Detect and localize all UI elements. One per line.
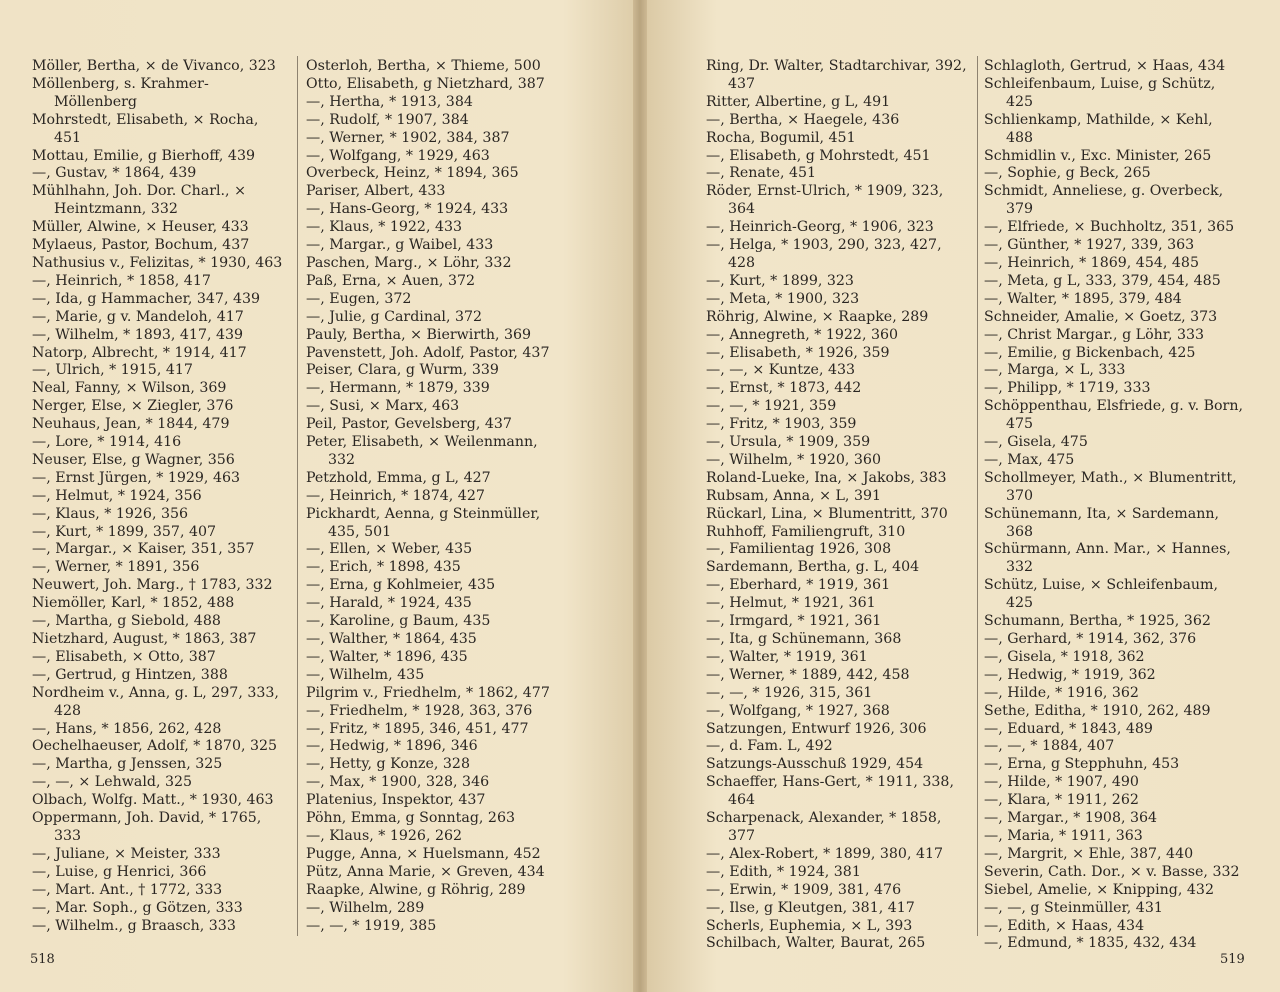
index-entry: Mühlhahn, Joh. Dor. Charl., × Heintzmann, 332 bbox=[32, 183, 246, 218]
index-entry: —, Friedhelm, * 1928, 363, 376 bbox=[306, 702, 533, 719]
index-entry: —, Emilie, g Bickenbach, 425 bbox=[984, 344, 1196, 361]
index-entry: Pöhn, Emma, g Sonntag, 263 bbox=[306, 810, 516, 827]
index-entry: —, Ulrich, * 1915, 417 bbox=[32, 362, 193, 379]
index-entry: Schleifenbaum, Luise, g Schütz, 425 bbox=[984, 75, 1216, 110]
index-entry: —, Irmgard, * 1921, 361 bbox=[706, 613, 882, 630]
index-entry: —, Walther, * 1864, 435 bbox=[306, 631, 477, 647]
index-entry: Siebel, Amelie, × Knipping, 432 bbox=[984, 881, 1214, 898]
index-entry: —, Günther, * 1927, 339, 363 bbox=[984, 237, 1195, 254]
index-entry: Raapke, Alwine, g Röhrig, 289 bbox=[306, 881, 526, 898]
index-entry: Pariser, Albert, 433 bbox=[306, 183, 446, 200]
index-entry: —, Margar., × Kaiser, 351, 357 bbox=[32, 541, 255, 558]
index-entry: —, Kurt, * 1899, 323 bbox=[706, 272, 854, 289]
index-entry: Schmidlin v., Exc. Minister, 265 bbox=[984, 147, 1212, 164]
index-entry: —, Juliane, × Meister, 333 bbox=[32, 845, 221, 862]
index-entry: Pugge, Anna, × Huelsmann, 452 bbox=[306, 845, 541, 862]
index-entry: —, Eduard, * 1843, 489 bbox=[984, 720, 1153, 737]
index-entry: —, Klara, * 1911, 262 bbox=[984, 792, 1139, 809]
index-entry: Oechelhaeuser, Adolf, * 1870, 325 bbox=[32, 738, 278, 755]
index-entry: —, Werner, * 1902, 384, 387 bbox=[306, 129, 510, 146]
index-entry: —, Luise, g Henrici, 366 bbox=[32, 863, 207, 880]
index-entry: Peil, Pastor, Gevelsberg, 437 bbox=[306, 416, 512, 433]
index-entry: Satzungen, Entwurf 1926, 306 bbox=[706, 720, 927, 737]
index-entry: —, Christ Margar., g Löhr, 333 bbox=[984, 326, 1205, 343]
index-entry: Natorp, Albrecht, * 1914, 417 bbox=[32, 344, 247, 361]
index-entry: —, Harald, * 1924, 435 bbox=[306, 595, 472, 612]
index-entry: Scharpenack, Alexander, * 1858, 377 bbox=[706, 810, 942, 844]
index-entry: —, Elisabeth, × Otto, 387 bbox=[32, 648, 216, 665]
index-entry: Neal, Fanny, × Wilson, 369 bbox=[32, 380, 227, 397]
index-entry: —, Walter, * 1895, 379, 484 bbox=[984, 290, 1182, 307]
index-entry: —, —, * 1921, 359 bbox=[706, 398, 837, 415]
index-entry: —, Edmund, * 1835, 432, 434 bbox=[984, 935, 1197, 952]
index-entry: —, —, * 1884, 407 bbox=[984, 738, 1115, 755]
index-entry: —, Max, 475 bbox=[984, 451, 1075, 468]
page-number-right: 519 bbox=[1220, 952, 1245, 967]
index-entry: Mottau, Emilie, g Bierhoff, 439 bbox=[32, 147, 256, 164]
index-entry: —, Wolfgang, * 1927, 368 bbox=[706, 702, 890, 719]
index-entry: —, Fritz, * 1895, 346, 451, 477 bbox=[306, 720, 529, 737]
index-entry: —, Lore, * 1914, 416 bbox=[32, 434, 182, 451]
index-entry: Oppermann, Joh. David, * 1765, 333 bbox=[32, 810, 262, 844]
index-entry: Olbach, Wolfg. Matt., * 1930, 463 bbox=[32, 792, 274, 809]
index-entry: —, Martha, g Siebold, 488 bbox=[32, 613, 221, 630]
index-entry: —, Elisabeth, * 1926, 359 bbox=[706, 344, 890, 361]
index-entry: —, Helga, * 1903, 290, 323, 427, 428 bbox=[706, 237, 942, 271]
index-entry: —, Renate, 451 bbox=[706, 165, 817, 182]
index-entry: Sethe, Editha, * 1910, 262, 489 bbox=[984, 702, 1211, 719]
index-entry: Schneider, Amalie, × Goetz, 373 bbox=[984, 308, 1218, 325]
index-entry: —, Gertrud, g Hintzen, 388 bbox=[32, 666, 228, 683]
index-entry: Schumann, Bertha, * 1925, 362 bbox=[984, 613, 1211, 630]
index-entry: —, Ilse, g Kleutgen, 381, 417 bbox=[706, 899, 915, 916]
page-number-left: 518 bbox=[30, 952, 55, 967]
index-entry: —, Meta, g L, 333, 379, 454, 485 bbox=[984, 272, 1221, 289]
index-column-right-2 bbox=[984, 58, 1244, 953]
index-entry: —, Ellen, × Weber, 435 bbox=[306, 541, 473, 558]
index-entry: —, Ida, g Hammacher, 347, 439 bbox=[32, 290, 261, 307]
index-entry: —, Werner, * 1889, 442, 458 bbox=[706, 666, 910, 683]
index-entry: Pütz, Anna Marie, × Greven, 434 bbox=[306, 863, 545, 880]
index-entry: —, Gisela, * 1918, 362 bbox=[984, 648, 1145, 665]
index-entry: Pavenstett, Joh. Adolf, Pastor, 437 bbox=[306, 344, 550, 361]
index-entry: —, Heinrich, * 1858, 417 bbox=[32, 272, 211, 289]
index-entry: —, d. Fam. L, 492 bbox=[706, 738, 833, 755]
index-entry: —, Mar. Soph., g Götzen, 333 bbox=[32, 899, 243, 916]
index-entry: Pickhardt, Aenna, g Steinmüller, 435, 501 bbox=[306, 505, 541, 540]
index-entry: —, Hedwig, * 1896, 346 bbox=[306, 738, 478, 755]
index-entry: Otto, Elisabeth, g Nietzhard, 387 bbox=[306, 75, 545, 92]
index-entry: —, Wilhelm, * 1893, 417, 439 bbox=[32, 326, 244, 343]
index-entry: —, Wilhelm, * 1920, 360 bbox=[706, 451, 881, 468]
index-entry: —, Edith, * 1924, 381 bbox=[706, 863, 861, 880]
index-entry: Scherls, Euphemia, × L, 393 bbox=[706, 917, 913, 934]
index-column-right-1 bbox=[706, 58, 968, 953]
index-entry: —, Julie, g Cardinal, 372 bbox=[306, 308, 483, 325]
index-entry: —, Ursula, * 1909, 359 bbox=[706, 434, 871, 451]
index-entry: —, Wilhelm., g Braasch, 333 bbox=[32, 917, 236, 934]
index-entry: —, Klaus, * 1922, 433 bbox=[306, 219, 463, 236]
index-entry: —, Mart. Ant., † 1772, 333 bbox=[32, 881, 223, 898]
index-entry: —, Hans-Georg, * 1924, 433 bbox=[306, 201, 509, 218]
index-entry: —, Hans, * 1856, 262, 428 bbox=[32, 720, 222, 737]
index-entry: —, Hertha, * 1913, 384 bbox=[306, 93, 473, 110]
index-entry: Schlienkamp, Mathilde, × Kehl, 488 bbox=[984, 111, 1213, 146]
index-entry: Peiser, Clara, g Wurm, 339 bbox=[306, 362, 499, 379]
index-entry: —, Heinrich, * 1874, 427 bbox=[306, 487, 485, 504]
column-divider bbox=[977, 56, 978, 936]
index-entry: Schütz, Luise, × Schleifenbaum, 425 bbox=[984, 577, 1219, 612]
index-entry: —, Elisabeth, g Mohrstedt, 451 bbox=[706, 147, 931, 164]
index-entry: Nathusius v., Felizitas, * 1930, 463 bbox=[32, 254, 283, 271]
index-entry: Pilgrim v., Friedhelm, * 1862, 477 bbox=[306, 684, 550, 701]
index-entry: Paß, Erna, × Auen, 372 bbox=[306, 272, 476, 289]
index-entry: —, Familientag 1926, 308 bbox=[706, 541, 892, 558]
index-entry: Schürmann, Ann. Mar., × Hannes, 332 bbox=[984, 541, 1231, 576]
index-entry: Rückarl, Lina, × Blumentritt, 370 bbox=[706, 505, 948, 522]
index-entry: Schollmeyer, Math., × Blumentritt, 370 bbox=[984, 469, 1237, 504]
index-entry: Platenius, Inspektor, 437 bbox=[306, 792, 486, 809]
index-entry: —, —, * 1919, 385 bbox=[306, 917, 437, 934]
index-entry: —, Kurt, * 1899, 357, 407 bbox=[32, 523, 217, 540]
index-entry: —, —, g Steinmüller, 431 bbox=[984, 899, 1163, 916]
index-entry: Röder, Ernst-Ulrich, * 1909, 323, 364 bbox=[706, 183, 944, 218]
index-entry: —, Heinrich-Georg, * 1906, 323 bbox=[706, 219, 934, 236]
index-entry: —, Walter, * 1919, 361 bbox=[706, 648, 868, 665]
index-entry: Pauly, Bertha, × Bierwirth, 369 bbox=[306, 326, 532, 343]
index-entry: Neuser, Else, g Wagner, 356 bbox=[32, 451, 235, 468]
index-entry: —, Margrit, × Ehle, 387, 440 bbox=[984, 845, 1194, 862]
index-entry: Overbeck, Heinz, * 1894, 365 bbox=[306, 165, 519, 182]
index-entry: Ritter, Albertine, g L, 491 bbox=[706, 93, 891, 110]
index-entry: Petzhold, Emma, g L, 427 bbox=[306, 469, 491, 486]
index-entry: Schöppenthau, Elsfriede, g. v. Born, 475 bbox=[984, 398, 1243, 433]
index-entry: —, Edith, × Haas, 434 bbox=[984, 917, 1145, 934]
index-entry: Neuhaus, Jean, * 1844, 479 bbox=[32, 416, 230, 433]
index-entry: Müller, Alwine, × Heuser, 433 bbox=[32, 219, 249, 236]
index-entry: —, Erna, g Stepphuhn, 453 bbox=[984, 756, 1180, 773]
index-entry: —, Heinrich, * 1869, 454, 485 bbox=[984, 254, 1199, 271]
index-entry: Schmidt, Anneliese, g. Overbeck, 379 bbox=[984, 183, 1224, 218]
index-entry: Sardemann, Bertha, g. L, 404 bbox=[706, 559, 920, 576]
index-entry: —, Ita, g Schünemann, 368 bbox=[706, 631, 902, 647]
index-entry: —, Gustav, * 1864, 439 bbox=[32, 165, 197, 182]
index-entry: —, Gerhard, * 1914, 362, 376 bbox=[984, 631, 1197, 647]
index-entry: —, Ernst Jürgen, * 1929, 463 bbox=[32, 469, 241, 486]
index-entry: —, Erich, * 1898, 435 bbox=[306, 559, 461, 576]
index-entry: Satzungs-Ausschuß 1929, 454 bbox=[706, 756, 924, 773]
index-entry: —, Karoline, g Baum, 435 bbox=[306, 613, 491, 630]
index-entry: —, Elfriede, × Buchholtz, 351, 365 bbox=[984, 219, 1235, 236]
index-entry: —, Bertha, × Haegele, 436 bbox=[706, 111, 900, 128]
index-entry: Röhrig, Alwine, × Raapke, 289 bbox=[706, 308, 929, 325]
index-entry: —, Eugen, 372 bbox=[306, 290, 412, 307]
index-entry: —, Werner, * 1891, 356 bbox=[32, 559, 200, 576]
index-entry: —, Wolfgang, * 1929, 463 bbox=[306, 147, 490, 164]
index-entry: Schilbach, Walter, Baurat, 265 bbox=[706, 935, 926, 952]
index-entry: —, Marga, × L, 333 bbox=[984, 362, 1126, 379]
index-entry: —, Klaus, * 1926, 356 bbox=[32, 505, 189, 522]
index-entry: —, Erwin, * 1909, 381, 476 bbox=[706, 881, 902, 898]
index-entry: Mylaeus, Pastor, Bochum, 437 bbox=[32, 237, 250, 254]
index-entry: Paschen, Marg., × Löhr, 332 bbox=[306, 254, 512, 271]
index-entry: —, Wilhelm, 435 bbox=[306, 666, 425, 683]
index-entry: —, Hetty, g Konze, 328 bbox=[306, 756, 470, 773]
index-column-left-2 bbox=[306, 58, 568, 935]
index-entry: —, Helmut, * 1921, 361 bbox=[706, 595, 876, 612]
index-entry: —, Helmut, * 1924, 356 bbox=[32, 487, 202, 504]
index-entry: —, Margar., g Waibel, 433 bbox=[306, 237, 494, 254]
index-entry: Osterloh, Bertha, × Thieme, 500 bbox=[306, 58, 541, 74]
index-entry: —, Ernst, * 1873, 442 bbox=[706, 380, 862, 397]
index-entry: —, Meta, * 1900, 323 bbox=[706, 290, 860, 307]
index-entry: Peter, Elisabeth, × Weilenmann, 332 bbox=[306, 434, 538, 468]
index-entry: Mohrstedt, Elisabeth, × Rocha, 451 bbox=[32, 111, 259, 146]
index-entry: —, —, × Lehwald, 325 bbox=[32, 774, 193, 791]
index-entry: —, Max, * 1900, 328, 346 bbox=[306, 774, 490, 791]
index-entry: —, Walter, * 1896, 435 bbox=[306, 648, 468, 665]
index-entry: Rubsam, Anna, × L, 391 bbox=[706, 487, 882, 504]
index-entry: Möller, Bertha, × de Vivanco, 323 bbox=[32, 58, 276, 74]
index-entry: —, Hedwig, * 1919, 362 bbox=[984, 666, 1156, 683]
index-entry: Schaeffer, Hans-Gert, * 1911, 338, 464 bbox=[706, 774, 954, 809]
index-entry: Möllenberg, s. Krahmer-Möllenberg bbox=[32, 75, 209, 110]
index-entry: Roland-Lueke, Ina, × Jakobs, 383 bbox=[706, 469, 947, 486]
index-entry: —, Erna, g Kohlmeier, 435 bbox=[306, 577, 496, 594]
index-entry: —, Annegreth, * 1922, 360 bbox=[706, 326, 899, 343]
index-entry: —, Fritz, * 1903, 359 bbox=[706, 416, 857, 433]
index-entry: —, Wilhelm, 289 bbox=[306, 899, 425, 916]
index-entry: Severin, Cath. Dor., × v. Basse, 332 bbox=[984, 863, 1240, 880]
index-entry: —, Marie, g v. Mandeloh, 417 bbox=[32, 308, 244, 325]
index-entry: —, Gisela, 475 bbox=[984, 434, 1088, 451]
index-entry: —, Klaus, * 1926, 262 bbox=[306, 827, 463, 844]
index-entry: —, Philipp, * 1719, 333 bbox=[984, 380, 1151, 397]
book-gutter bbox=[633, 0, 647, 992]
index-entry: —, Alex-Robert, * 1899, 380, 417 bbox=[706, 845, 944, 862]
index-entry: —, Eberhard, * 1919, 361 bbox=[706, 577, 891, 594]
index-entry: —, —, * 1926, 315, 361 bbox=[706, 684, 873, 701]
index-entry: —, Rudolf, * 1907, 384 bbox=[306, 111, 469, 128]
index-entry: —, Sophie, g Beck, 265 bbox=[984, 165, 1151, 182]
index-entry: Niemöller, Karl, * 1852, 488 bbox=[32, 595, 235, 612]
index-entry: Schünemann, Ita, × Sardemann, 368 bbox=[984, 505, 1219, 540]
index-entry: Nordheim v., Anna, g. L, 297, 333, 428 bbox=[32, 684, 279, 719]
index-entry: Ruhhoff, Familiengruft, 310 bbox=[706, 523, 906, 540]
index-entry: —, Hilde, * 1916, 362 bbox=[984, 684, 1139, 701]
index-entry: Nietzhard, August, * 1863, 387 bbox=[32, 631, 257, 647]
right-page bbox=[640, 0, 1280, 992]
index-entry: —, Maria, * 1911, 363 bbox=[984, 827, 1143, 844]
index-entry: Schlagloth, Gertrud, × Haas, 434 bbox=[984, 58, 1226, 74]
index-entry: —, Margar., * 1908, 364 bbox=[984, 810, 1158, 827]
index-entry: —, Hilde, * 1907, 490 bbox=[984, 774, 1139, 791]
index-entry: —, —, × Kuntze, 433 bbox=[706, 362, 856, 379]
index-entry: —, Hermann, * 1879, 339 bbox=[306, 380, 490, 397]
index-entry: Nerger, Else, × Ziegler, 376 bbox=[32, 398, 234, 415]
index-entry: —, Susi, × Marx, 463 bbox=[306, 398, 460, 415]
index-entry: Rocha, Bogumil, 451 bbox=[706, 129, 856, 146]
index-column-left-1 bbox=[32, 58, 289, 935]
column-divider bbox=[297, 56, 298, 936]
index-entry: Ring, Dr. Walter, Stadtarchivar, 392, 437 bbox=[706, 58, 967, 92]
index-entry: —, Martha, g Jenssen, 325 bbox=[32, 756, 223, 773]
index-entry: Neuwert, Joh. Marg., † 1783, 332 bbox=[32, 577, 273, 594]
